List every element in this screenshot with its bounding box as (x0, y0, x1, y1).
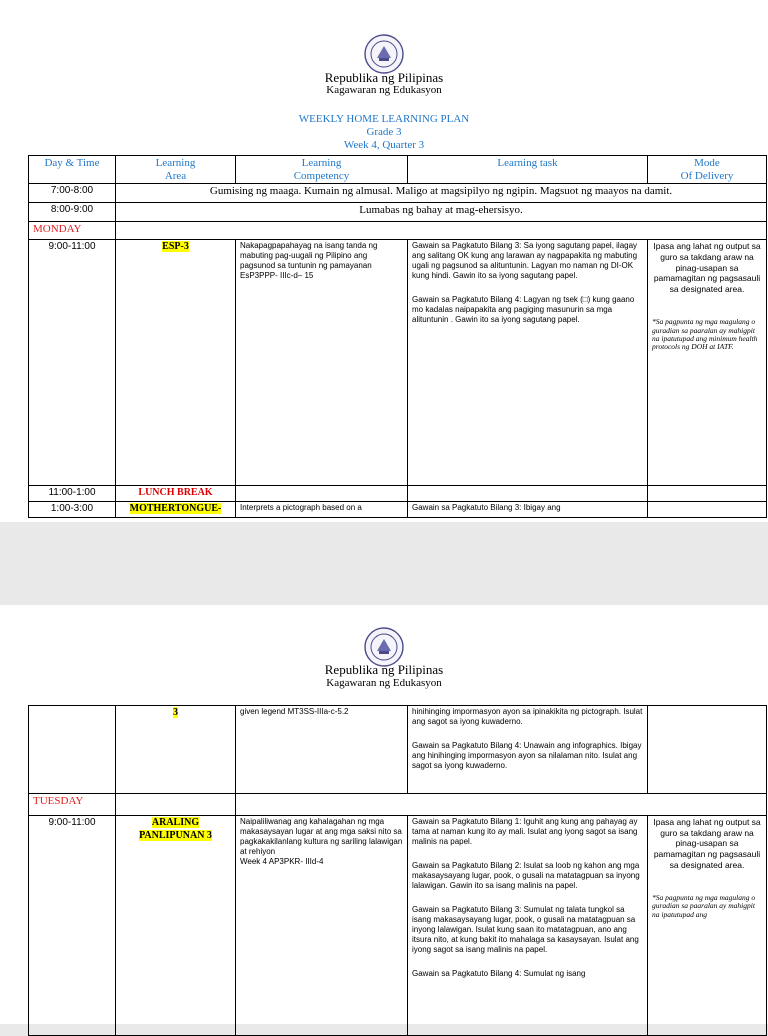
table-row (29, 486, 767, 502)
table-row (29, 184, 767, 203)
col-mode-delivery: Mode Of Delivery (648, 156, 767, 184)
learning-area-esp: ESP-3 (162, 241, 189, 253)
table-row (29, 816, 767, 1036)
learning-area-mothertongue-cont: 3 (173, 707, 178, 718)
task-text: Gawain sa Pagkatuto Bilang 4: Sumulat ng isang (412, 969, 586, 978)
republic-heading: Republika ng Pilipinas (324, 662, 444, 677)
task-text: Gawain sa Pagkatuto Bilang 4: Unawain ang infographics. Ibigay ang hinihinging impormasyon ayon sa nilalaman nito. Isulat ang sagot sa iyong kuwaderno. (412, 741, 642, 770)
grade-label: Grade 3 (366, 126, 402, 138)
republic-heading: Republika ng Pilipinas (324, 70, 444, 85)
competency-text: Nakapagpapahayag na isang tanda ng mabuting pag-uugali ng Pilipino ang pagsunod sa tuntunin ng pamayanan EsP3PPP- IIIc-d– 15 (240, 241, 378, 281)
col-learning-area: Learning Area (116, 156, 236, 184)
deped-seal-icon (364, 627, 404, 667)
learning-area-mothertongue: MOTHERTONGUE- (129, 503, 222, 515)
mode-text: Ipasa ang lahat ng output sa guro sa takdang araw na pinag-usapan sa pamamagitan ng pagsasauli sa designated area. (653, 241, 761, 294)
mode-cell (648, 240, 767, 486)
learning-area-cell (116, 240, 236, 486)
learning-area-ap-line2: PANLIPUNAN 3 (139, 829, 212, 841)
routine-cell: Gumising ng maaga. Kumain ng almusal. Maligo at magsipilyo ng ngipin. Magsuot ng maayos na damit. (116, 184, 767, 203)
health-protocol-note: *Sa pagpunta ng mga magulang o guradian sa paaralan ay mahigpit na ipatutupad ang minimum health protocols ng DOH at IATF. (652, 317, 758, 352)
task-text: Gawain sa Pagkatuto Bilang 4: Lagyan ng tsek (□) kung gaano mo kadalas naipapakita ang pagiging masunurin sa mga alituntunin . Gawin ito sa iyong sagutang papel. (412, 295, 635, 325)
learning-area-ap-line1: ARALING (151, 817, 200, 828)
task-cell (408, 240, 648, 486)
learning-plan-table (28, 155, 767, 518)
deped-seal-icon (364, 34, 404, 74)
time-cell: 1:00-3:00 (29, 502, 116, 518)
table-row (29, 706, 767, 794)
learning-area-cell (116, 816, 236, 1036)
learning-area-cell (116, 502, 236, 518)
competency-cell: given legend MT3SS-IIIa-c-5.2 (236, 706, 408, 794)
competency-cell: Interprets a pictograph based on a (236, 502, 408, 518)
document-page-2 (0, 605, 768, 1024)
learning-area-cell (116, 706, 236, 794)
table-row (29, 203, 767, 222)
empty-cell (408, 486, 648, 502)
lunch-break-label: LUNCH BREAK (138, 487, 213, 499)
competency-text: Naipaliliwanag ang kahalagahan ng mga makasaysayan lugar at ang mga saksi nito sa pagkakakilanlang kultura ng sariling lalawigan at rehiyon Week 4 AP3PKR- IIId-4 (240, 817, 403, 866)
time-cell: 7:00-8:00 (29, 184, 116, 203)
department-heading: Kagawaran ng Edukasyon (326, 677, 442, 689)
empty-cell (648, 706, 767, 794)
task-text: Gawain sa Pagkatuto Bilang 3: Sumulat ng talata tungkol sa isang makasaysayang lugar, pook, o gusali na matatagpuan sa inyong lalawigan. Isulat kung saan ito matatagpuan, ano ang itsura nito, at kung bakit ito mahalaga sa kasaysayan. Isulat ang iyong sagot sa isang malinis na papel. (412, 905, 639, 954)
time-cell: 11:00-1:00 (29, 486, 116, 502)
learning-plan-table-continued (28, 705, 767, 1036)
col-learning-task: Learning task (408, 156, 648, 184)
competency-cell (236, 240, 408, 486)
table-header-row (29, 156, 767, 184)
empty-cell (236, 794, 767, 816)
table-row (29, 240, 767, 486)
table-row (29, 794, 767, 816)
col-day-time: Day & Time (29, 156, 116, 184)
time-cell: 8:00-9:00 (29, 203, 116, 222)
empty-cell (648, 486, 767, 502)
plan-title: WEEKLY HOME LEARNING PLAN (298, 113, 470, 125)
learning-area-cell (116, 486, 236, 502)
mode-text: Ipasa ang lahat ng output sa guro sa takdang araw na pinag-usapan sa pamamagitan ng pagsasauli sa designated area. (653, 817, 761, 870)
routine-cell: Lumabas ng bahay at mag-ehersisyo. (116, 203, 767, 222)
task-cell (408, 706, 648, 794)
task-cell: Gawain sa Pagkatuto Bilang 3: Ibigay ang (408, 502, 648, 518)
empty-cell (116, 222, 767, 240)
task-text: Gawain sa Pagkatuto Bilang 1: Iguhit ang kung ang pahayag ay tama at naman kung ito ay mali. Isulat ang iyong sagot sa isang malinis na papel. (412, 817, 638, 846)
day-cell (29, 794, 116, 816)
table-row (29, 222, 767, 240)
task-text: Gawain sa Pagkatuto Bilang 2: Isulat sa loob ng kahon ang mga makasaysayang lugar, pook, o gusali na matatagpuan sa inyong lalawigan. Gawin ito sa isang malinis na papel. (412, 861, 640, 890)
empty-cell (236, 486, 408, 502)
health-protocol-note: *Sa pagpunta ng mga magulang o guradian sa paaralan ay mahigpit na ipatutupad ang (652, 893, 756, 919)
mode-cell (648, 816, 767, 1036)
task-text: hinihinging impormasyon ayon sa ipinakikita ng pictograph. Isulat ang sagot sa iyong kuwaderno. (412, 707, 643, 726)
empty-cell (116, 794, 236, 816)
col-learning-competency: Learning Competency (236, 156, 408, 184)
day-cell (29, 222, 116, 240)
day-label-monday: MONDAY (33, 223, 82, 236)
time-cell: 9:00-11:00 (29, 816, 116, 1036)
empty-cell (648, 502, 767, 518)
day-label-tuesday: TUESDAY (33, 795, 84, 807)
department-heading: Kagawaran ng Edukasyon (326, 84, 442, 96)
competency-cell (236, 816, 408, 1036)
table-row (29, 502, 767, 518)
week-label: Week 4, Quarter 3 (343, 139, 425, 151)
task-cell (408, 816, 648, 1036)
empty-cell (29, 706, 116, 794)
task-text: Gawain sa Pagkatuto Bilang 3: Sa iyong sagutang papel, ilagay ang salitang OK kung ang larawan ay nagpapakita ng mabuting ugali ng pagsunod sa alituntunin. Lagyan mo naman ng DI-OK kung hindi. Gawin ito sa iyong sagutang papel. (412, 241, 638, 281)
time-cell: 9:00-11:00 (29, 240, 116, 486)
